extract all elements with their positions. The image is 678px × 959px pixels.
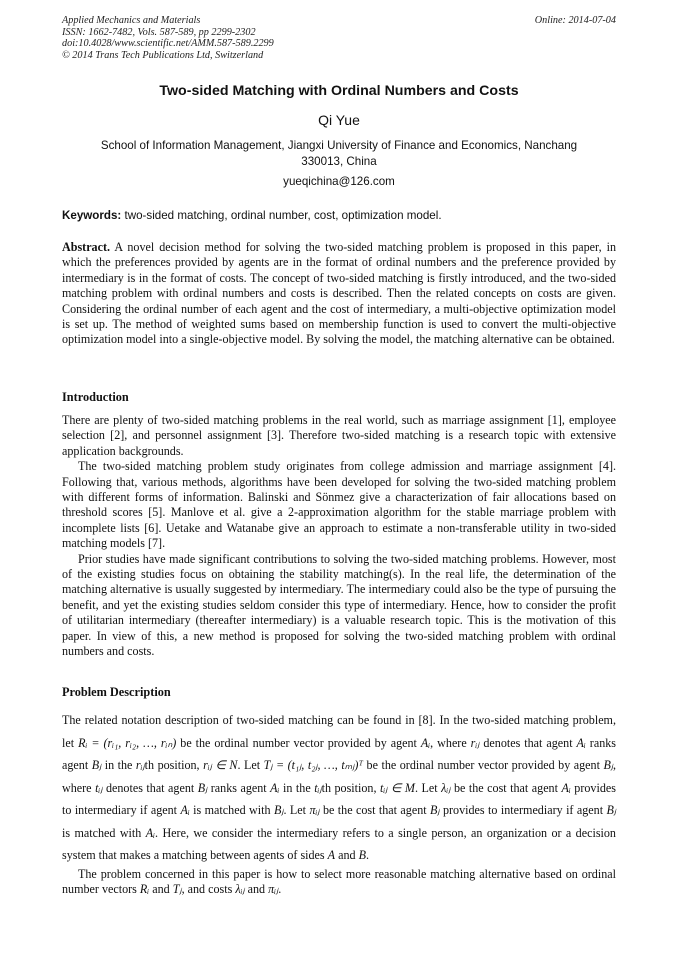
math-expression: πᵢⱼ <box>268 881 279 896</box>
math-expression: tᵢⱼ <box>95 780 103 795</box>
math-expression: λᵢⱼ <box>235 881 245 896</box>
math-expression: Aᵢ <box>180 803 190 817</box>
math-expression: rᵢⱼ ∈ N <box>203 758 238 772</box>
math-expression: Bⱼ <box>606 803 616 817</box>
paragraph: The related notation description of two-sided matching can be found in [8]. In the two-sided matching problem, let Rᵢ = (rᵢ₁, rᵢ₂, …, rᵢₙ) be the ordinal number vector provided by agent Aᵢ, where rᵢⱼ denotes that agent Aᵢ ranks agent Bⱼ in the rᵢⱼth position, rᵢⱼ ∈ N. Let Tⱼ = (t₁ⱼ, t₂ⱼ, …, tₘⱼ)ᵀ be the ordinal number vector provided by agent Bⱼ, where tᵢⱼ denotes that agent Bⱼ ranks agent Aᵢ in the tᵢⱼth position, tᵢⱼ ∈ M. Let λᵢⱼ be the cost that agent Aᵢ provides to intermediary if agent Aᵢ is matched with Bⱼ. Let πᵢⱼ be the cost that agent Bⱼ provides to intermediary if agent Bⱼ is matched with Aᵢ. Here, we consider the intermediary refers to a single person, an organization or a decision system that makes a matching between agents of sides A and B. <box>62 713 617 862</box>
math-expression: Tⱼ <box>172 881 182 896</box>
abstract-label: Abstract. <box>62 240 111 254</box>
keywords-label: Keywords: <box>62 209 122 222</box>
math-expression: rᵢⱼ <box>135 758 145 772</box>
doi-line: doi:10.4028/www.scientific.net/AMM.587-589.2299 <box>62 38 274 50</box>
abstract-text: A novel decision method for solving the two-sided matching problem is proposed in this paper, in which the preferences provided by agents are in the format of ordinal numbers and the preference provided by intermediary is in the format of costs. The concept of two-sided matching is firstly introduced, and the two-sided matching problem with ordinal numbers and costs is described. Then the related concepts on costs are given. Considering the ordinal number of each agent and the cost of intermediary, a multi-objective optimization model is set up. The method of weighted sums based on membership function is used to convert the multi-objective optimization model into a single-objective model. By solving the model, the matching alternative can be obtained. <box>62 240 616 347</box>
math-expression: Aᵢ <box>576 735 586 750</box>
math-expression: Aᵢ <box>420 735 431 750</box>
math-expression: tᵢⱼ ∈ M <box>380 780 416 795</box>
problem-description-section <box>62 709 616 897</box>
math-expression: Aᵢ <box>561 780 571 795</box>
paragraph: Prior studies have made significant contributions to solving the two-sided matching problems. However, most of the existing studies focus on obtaining the stability matching(s). In the real life, the determination of the matching alternative is usually suggested by intermediary. The intermediary could also be the type of pursuing the benefit, and yet the existing studies seldom consider this type of intermediary. Hence, how to consider the profit of utilitarian intermediary (thereafter intermediary) is a valuable research topic. This is the motivation of this paper. In view of this, a new method is proposed for solving the two-sided matching problem with ordinal numbers and costs. <box>62 551 616 659</box>
math-expression: Bⱼ <box>430 803 440 817</box>
math-expression: Aᵢ <box>270 780 280 795</box>
math-expression: Rᵢ <box>139 881 150 896</box>
math-expression: Bⱼ <box>273 803 284 817</box>
journal-header <box>62 15 616 61</box>
author-name: Qi Yue <box>318 112 360 128</box>
math-expression: tᵢⱼ <box>314 780 322 795</box>
section-heading-introduction: Introduction <box>62 390 129 404</box>
affiliation-line: School of Information Management, Jiangxi University of Finance and Economics, Nanchang <box>100 139 578 152</box>
online-date: Online: 2014-07-04 <box>534 15 616 26</box>
journal-name: Applied Mechanics and Materials <box>62 15 201 26</box>
math-expression: Rᵢ = (rᵢ₁, rᵢ₂, …, rᵢₙ) <box>78 735 177 750</box>
math-expression: Bⱼ <box>603 758 613 772</box>
math-expression: Bⱼ <box>197 780 208 795</box>
paragraph: The two-sided matching problem study originates from college admission and marriage assignment [4]. Following that, various methods, algorithms have been developed for solving the two-sided matching problem with different forms of information. Balinski and Sönmez give a characterization of fair allocations based on threshold scores [5]. Manlove et al. give a 2-approximation algorithm for the stable marriage problem with incomplete lists [6]. Uetake and Watanabe give an approach to estimate a non-transferable utility in two-sided matching models [7]. <box>62 459 616 551</box>
math-expression: Bⱼ <box>91 758 102 772</box>
paragraph: The problem concerned in this paper is how to select more reasonable matching alternative based on ordinal number vectors Rᵢ and Tⱼ, and costs λᵢⱼ and πᵢⱼ. <box>62 866 616 896</box>
math-expression: λᵢⱼ <box>441 780 451 795</box>
copyright-line: © 2014 Trans Tech Publications Ltd, Switzerland <box>62 49 264 61</box>
author-email: yueqichina@126.com <box>283 175 395 188</box>
paper-title: Two-sided Matching with Ordinal Numbers and Costs <box>159 83 519 99</box>
introduction-section <box>62 413 616 660</box>
math-expression: Tⱼ = (t₁ⱼ, t₂ⱼ, …, tₘⱼ)ᵀ <box>263 758 364 772</box>
math-expression: A <box>327 848 336 862</box>
paragraph: There are plenty of two-sided matching problems in the real world, such as marriage assignment [1], employee selection [2], and personnel assignment [3]. Therefore two-sided matching is a research topic with extensive application backgrounds. <box>62 413 616 458</box>
math-expression: B <box>358 848 366 862</box>
math-expression: Aᵢ <box>145 825 156 840</box>
keywords-text: two-sided matching, ordinal number, cost, optimization model. <box>121 209 442 222</box>
issn-line: ISSN: 1662-7482, Vols. 587-589, pp 2299-2302 <box>62 26 256 38</box>
math-expression: rᵢⱼ <box>470 735 480 750</box>
affiliation <box>62 138 616 169</box>
keywords <box>62 209 616 222</box>
math-expression: πᵢⱼ <box>309 803 320 817</box>
affiliation-line: 330013, China <box>301 154 377 168</box>
abstract <box>62 240 616 348</box>
section-heading-problem-description: Problem Description <box>62 685 171 699</box>
